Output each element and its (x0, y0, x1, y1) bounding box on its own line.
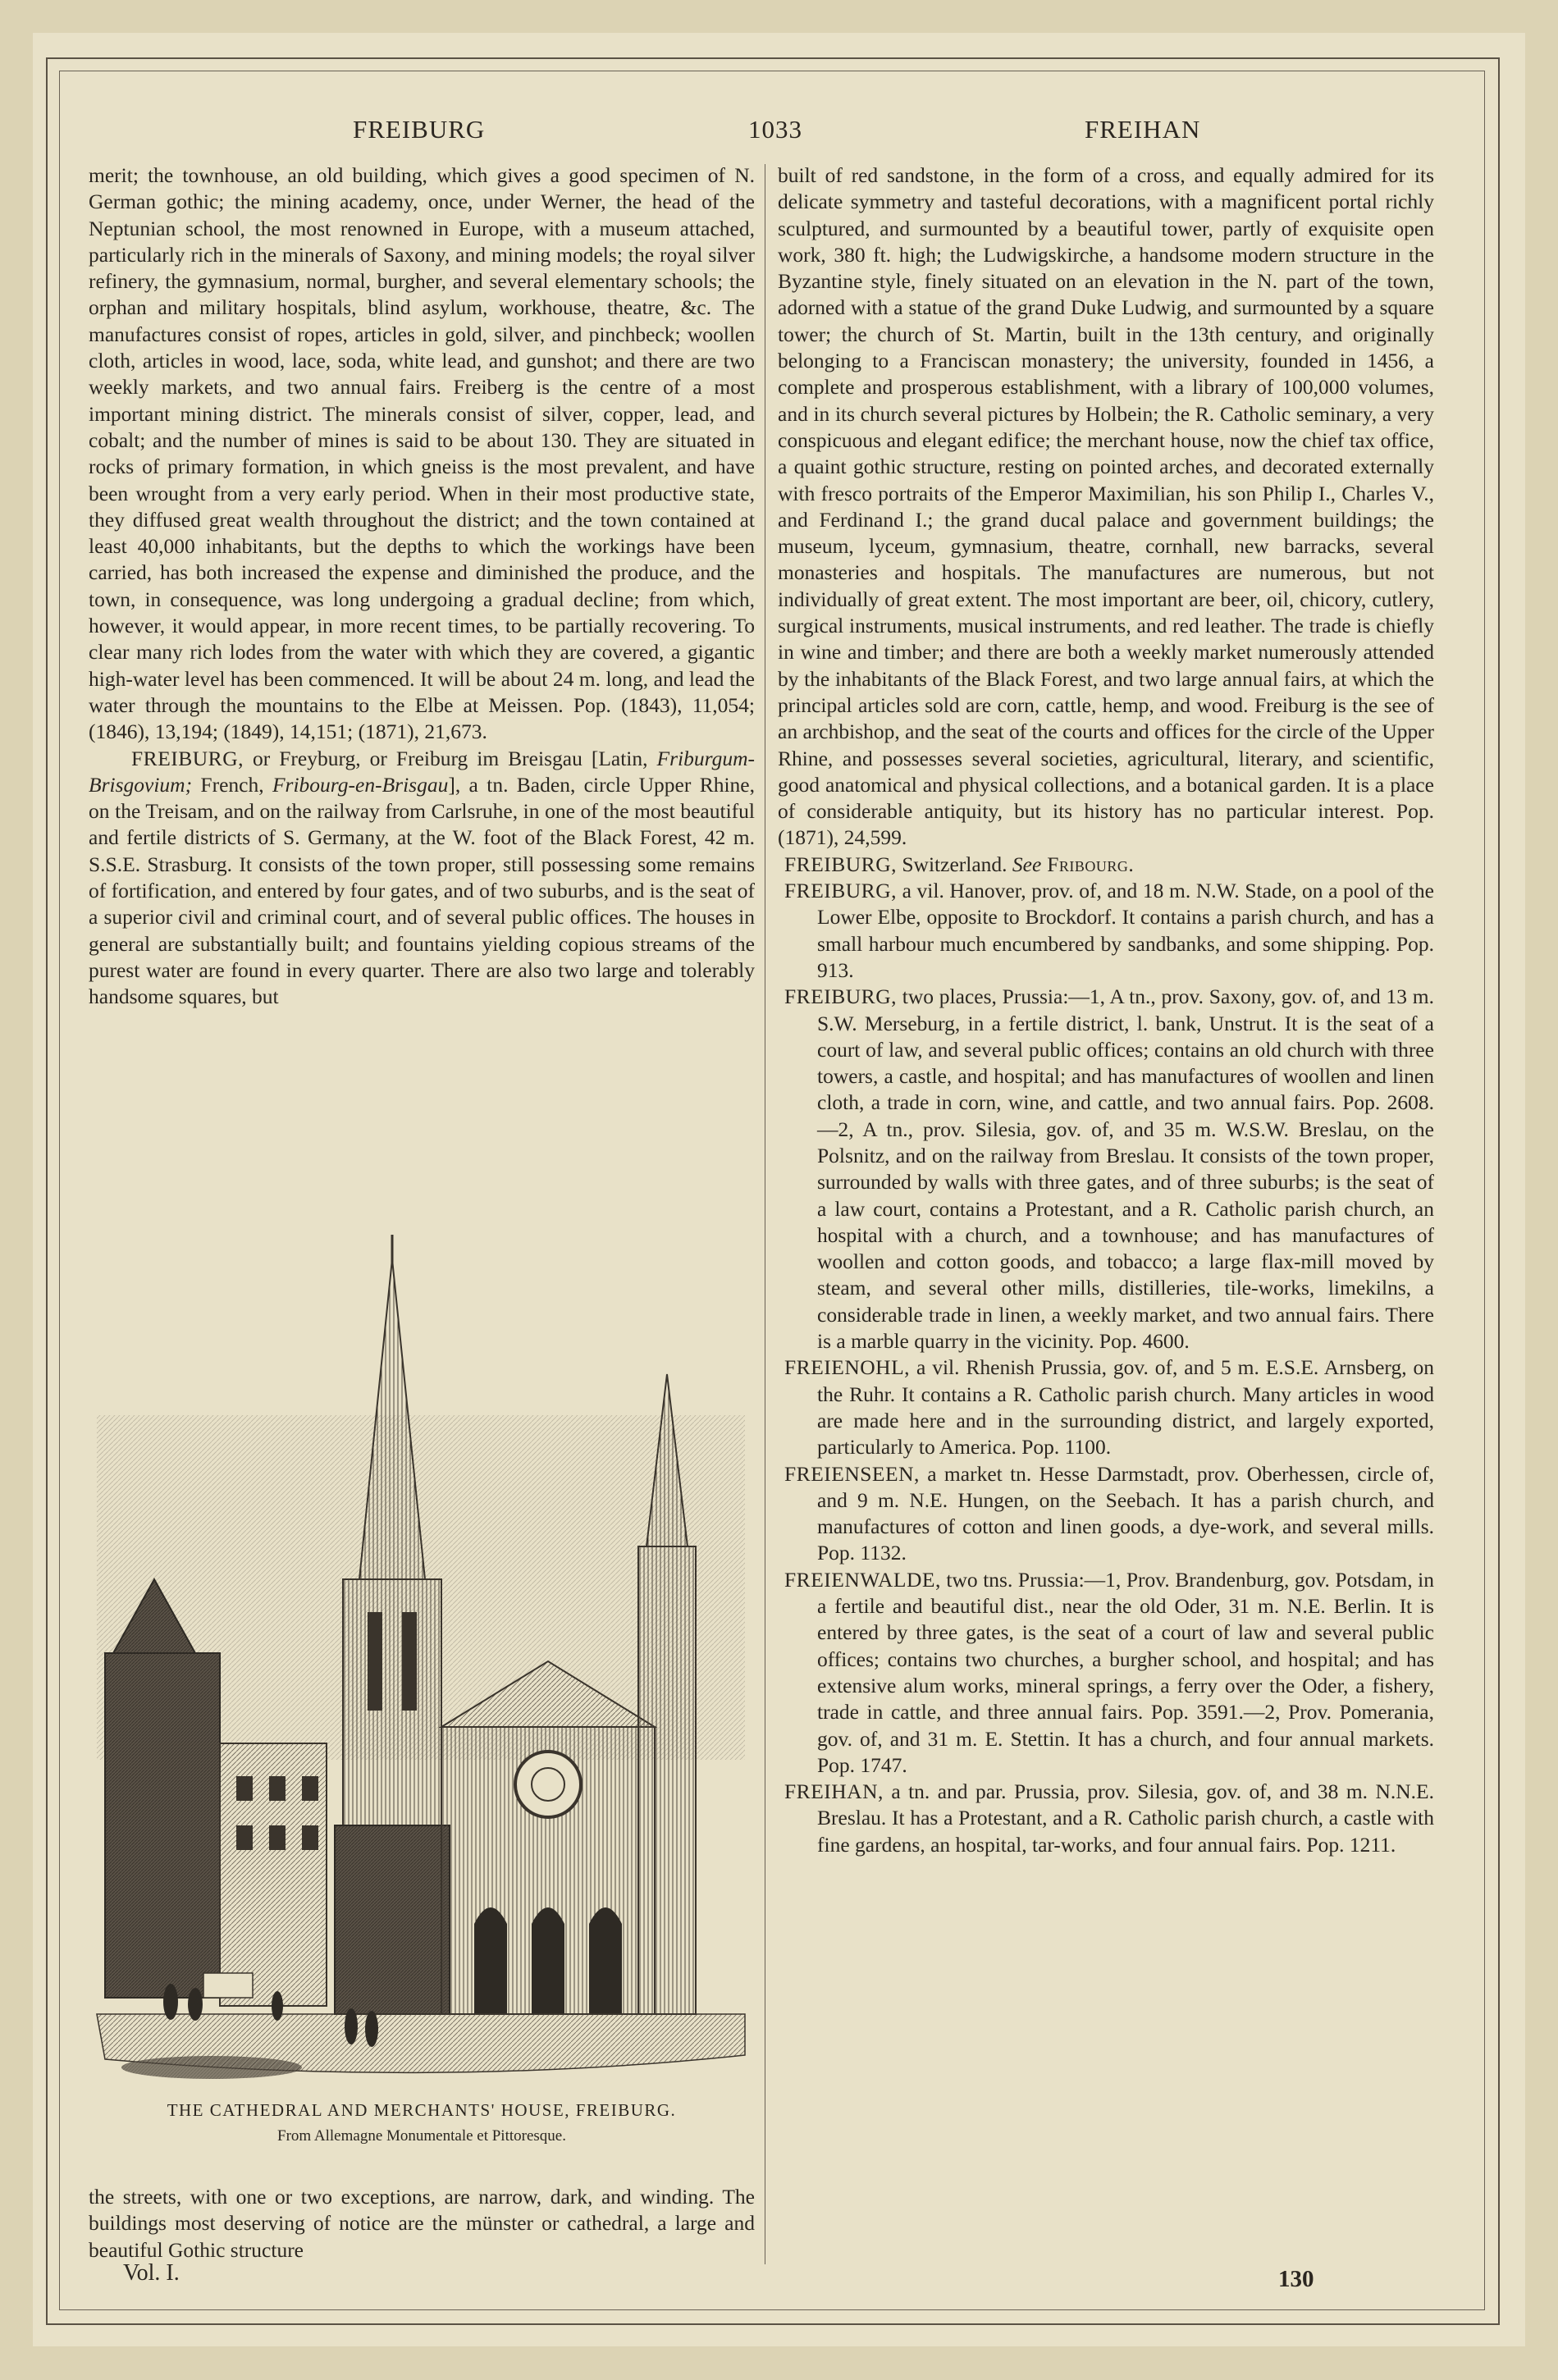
illustration-credit: From Allemagne Monumentale et Pittoresque. (277, 2127, 566, 2145)
latin-name: Friburgum-Brisgovium; (89, 746, 755, 797)
entry-headword: FREIBURG, (784, 879, 897, 903)
entry-text: a market tn. Hesse Darmstadt, prov. Oberhessen, circle of, and 9 m. N.E. Hungen, on the Seebach. It has a parish church, and manufactures of cotton and linen goods, a dye-work, and several mills. Pop. 1132. (817, 1461, 1434, 1565)
cathedral-engraving (89, 1235, 755, 2096)
entry-text: a vil. Hanover, prov. of, and 18 m. N.W. Stade, on a pool of the Lower Elbe, opposite to Brockdorf. It contains a parish church, and has a small harbour much encumbered by sandbanks, and some shipping. Pop. 913. (817, 879, 1434, 982)
entry-text: two tns. Prussia:—1, Prov. Brandenburg, gov. Potsdam, in a fertile and beautiful dist., near the old Oder, 31 m. N.E. Berlin. It is entered by three gates, is the seat of a court of law and several public offices; contains two churches, a burgher school, and hospital; and has extensive alum works, mineral springs, a ferry over the Oder, a fishery, trade in cattle, and three annual fairs. Pop. 3591.—2, Prov. Pomerania, gov. of, and 31 m. E. Stettin. It has a church, and four annual markets. Pop. 1747. (817, 1567, 1434, 1777)
entry-headword: FREIBURG, (784, 984, 897, 1009)
entry-headword: FREIENSEEN, (784, 1461, 920, 1486)
entry-freienwalde (778, 1567, 1434, 1779)
entry-headword: FREIBURG, (131, 746, 244, 770)
running-header (0, 115, 1558, 156)
entry-freiburg-switzerland (778, 852, 1434, 878)
right-column (778, 162, 1434, 1858)
cross-reference-see: See (1012, 852, 1042, 876)
french-name: Fribourg-en-Brisgau (272, 772, 449, 797)
entry-freiburg-prussia (778, 984, 1434, 1354)
left-column (89, 162, 755, 1011)
entry-freienseen (778, 1461, 1434, 1567)
freiburg-continuation-left: the streets, with one or two exceptions, are narrow, dark, and winding. The buildings most deserving of notice are the münster or cathedral, a large and beautiful Gothic structure (89, 2185, 755, 2262)
entry-freienohl (778, 1354, 1434, 1460)
entry-text: or Freyburg, or Freiburg im Breisgau [Latin, (243, 746, 657, 770)
page-number: 1033 (748, 115, 802, 144)
entry-text: two places, Prussia:—1, A tn., prov. Saxony, gov. of, and 13 m. S.W. Merseburg, in a fertile district, l. bank, Unstrut. It is the seat of a court of law, and several public offices; contains an old church with three towers, a castle, and hospital; and has manufactures of woollen and linen cloth, a trade in corn, wine, and cattle, and two annual fairs. Pop. 2608.—2, A tn., prov. Silesia, gov. of, and 35 m. W.S.W. Breslau, on the Polsnitz, and on the railway from Breslau. It consists of the town proper, surrounded by walls with three gates, and of three suburbs; is the seat of a law court, contains a Protestant, and a R. Catholic parish church, an hospital with a church, and a townhouse; and has manufactures of woollen and cotton goods, and tobacco; a large flax-mill moved by steam, and several other mills, distilleries, tile-works, limekilns, a considerable trade in linen, a weekly market, and two annual fairs. There is a marble quarry in the vicinity. Pop. 4600. (817, 984, 1434, 1354)
entry-text: a tn. and par. Prussia, prov. Silesia, gov. of, and 38 m. N.N.E. Breslau. It has a Protestant, and a R. Catholic parish church, a castle with fine gardens, an hospital, tar-works, and four annual fairs. Pop. 1211. (817, 1779, 1434, 1857)
freiburg-buildings-text: built of red sandstone, in the form of a cross, and equally admired for its delicate symmetry and tasteful decorations, with a magnificent portal richly sculptured, and surmounted by a beautiful tower, partly of exquisite open work, 380 ft. high; the Ludwigskirche, a handsome modern structure in the Byzantine style, finely situated on an elevation in the N. part of the town, adorned with a statue of the grand Duke Ludwig, and surmounted by a square tower; the church of St. Martin, built in the 13th century, and originally belonging to a Franciscan monastery; the university, founded in 1456, a complete and prosperous establishment, with a library of 100,000 volumes, and in its church several pictures by Holbein; the R. Catholic seminary, a very conspicuous and elegant edifice; the merchant house, now the chief tax office, a quaint gothic structure, resting on pointed arches, and decorated externally with fresco portraits of the Emperor Maximilian, his son Philip I., Charles V., and Ferdinand I.; the grand ducal palace and government buildings; the museum, lyceum, gymnasium, theatre, cornhall, new barracks, several monasteries and hospitals. The manufactures are numerous, but not individually of great extent. The most important are beer, oil, chicory, cutlery, surgical instruments, musical instruments, and red leather. The trade is chiefly in wine and timber; and there are both a weekly market numerously attended by the inhabitants of the Black Forest, and two large annual fairs, at which the principal articles sold are corn, cattle, hemp, and wood. Freiburg is the see of an archbishop, and the seat of the courts and offices for the circle of the Upper Rhine, and possesses several societies, agricultural, literary, and scientific, good anatomical and physical collections, and a botanical garden. It is a place of considerable antiquity, but its history has no particular interest. Pop. (1871), 24,599. (778, 163, 1434, 850)
freiberg-continuation: merit; the townhouse, an old building, which gives a good specimen of N. German gothic; the mining academy, once, under Werner, the head of the Neptunian school, the most renowned in Europe, with a museum attached, particularly rich in the minerals of Saxony, and mining models; the royal silver refinery, the gymnasium, normal, burgher, and several elementary schools; the orphan and military hospitals, blind asylum, workhouse, theatre, &c. The manufactures consist of ropes, articles in gold, silver, and pinchbeck; woollen cloth, articles in wood, lace, soda, white lead, and gunshot; and there are two weekly markets, and two annual fairs. Freiberg is the centre of a most important mining district. The minerals consist of silver, copper, lead, and cobalt; and the number of mines is said to be about 130. They are situated in rocks of primary formation, in which gneiss is the most prevalent, and have been wrought from a very early period. When in their most productive state, they diffused great wealth throughout the district; and the town contained at least 40,000 inhabitants, but the depths to which the workings have been carried, has both increased the expense and diminished the produce, and the town, in consequence, was long undergoing a gradual decline; from which, however, it would appear, in more recent times, to be partially recovering. To clear many rich lodes from the water with which they are covered, a gigantic high-water level has been commenced. It will be about 24 m. long, and lead the water through the mountains to the Elbe at Meissen. Pop. (1843), 11,054; (1846), 13,194; (1849), 14,151; (1871), 21,673. (89, 163, 755, 744)
header-right-word: FREIHAN (1085, 115, 1201, 144)
entry-freiburg-baden (89, 746, 755, 1011)
signature-mark: 130 (1278, 2266, 1314, 2292)
entry-headword: FREIHAN, (784, 1779, 884, 1804)
cathedral-illustration (89, 1235, 755, 2166)
entry-freiburg-hanover (778, 878, 1434, 984)
cross-reference-target: Fribourg. (1041, 852, 1135, 876)
volume-label: Vol. I. (123, 2260, 180, 2286)
entry-headword: FREIBURG, (784, 852, 897, 876)
entry-text: French, (192, 772, 272, 797)
cathedral-nave (441, 1661, 655, 2014)
header-left-word: FREIBURG (353, 115, 486, 144)
illustration-caption: THE CATHEDRAL AND MERCHANTS' HOUSE, FREIBURG. (167, 2100, 677, 2120)
entry-text: ], a tn. Baden, circle Upper Rhine, on the Treisam, and on the railway from Carlsruhe, in one of the most beautiful and fertile districts of S. Germany, at the W. foot of the Black Forest, 42 m. S.S.E. Strasburg. It consists of the town proper, still possessing some remains of fortification, and entered by four gates, and of two suburbs, and is the seat of a superior civil and criminal court, and of several public offices. The houses in general are substantially built; and fountains yielding copious streams of the purest water are found in every quarter. There are also two large and tolerably handsome squares, but (89, 772, 755, 1009)
entry-text: Switzerland. (896, 852, 1012, 876)
entry-freihan (778, 1779, 1434, 1858)
entry-headword: FREIENWALDE, (784, 1567, 941, 1592)
entry-headword: FREIENOHL, (784, 1355, 911, 1380)
entry-text: a vil. Rhenish Prussia, gov. of, and 5 m. E.S.E. Arnsberg, on the Ruhr. It contains a R. Catholic parish church. Many articles in wood are made here and in the surrounding district, and largely exported, particularly to America. Pop. 1100. (817, 1355, 1434, 1460)
